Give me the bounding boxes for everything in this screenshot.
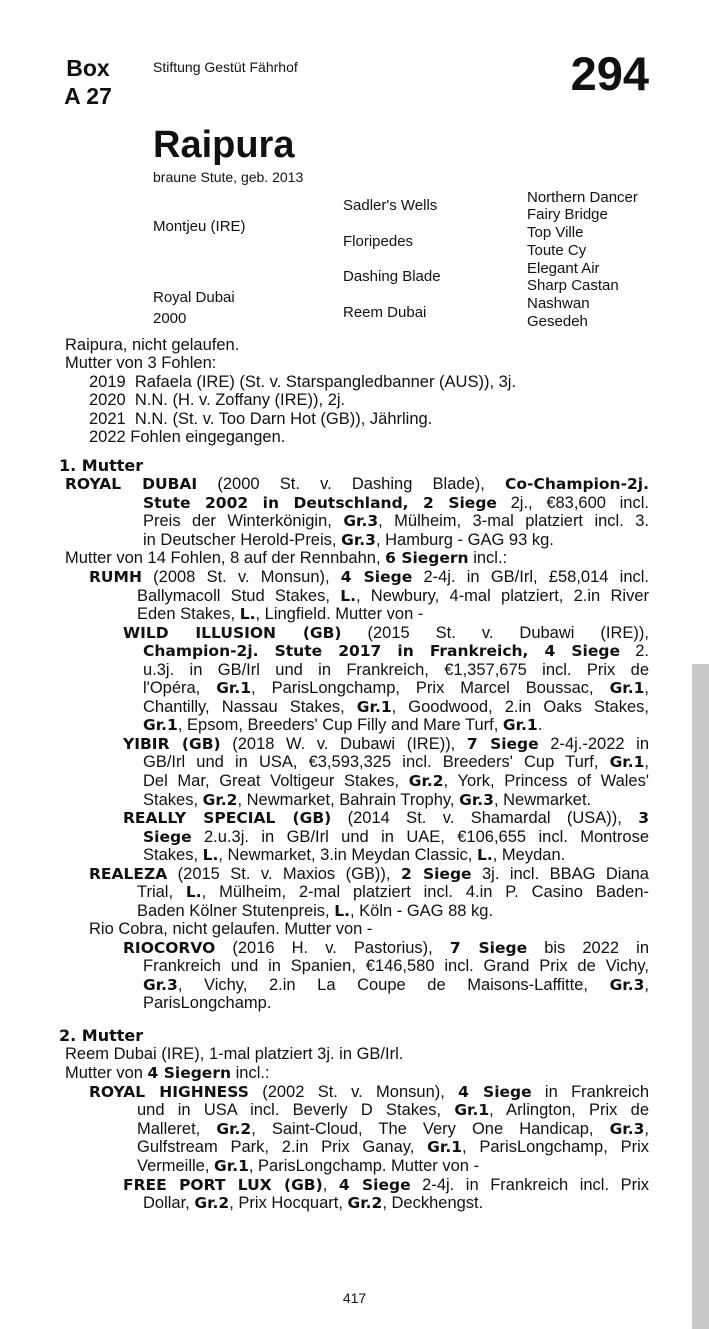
produce-line: ROYAL HIGHNESS (2002 St. v. Monsun), 4 Siege in Frankreich bbox=[89, 1083, 650, 1101]
pedigree-gen2: Sadler's Wells bbox=[343, 197, 438, 214]
pedigree-gen3: Toute Cy bbox=[527, 242, 587, 259]
produce-line: REALLY SPECIAL (GB) (2014 St. v. Shamardal (USA)), 3 bbox=[123, 809, 649, 827]
produce-summary: Mutter von 14 Fohlen, 8 auf der Rennbahn, 6 Siegern incl.: bbox=[65, 549, 508, 567]
produce-line: u.3j. in GB/Irl und in Frankreich, €1,357,675 incl. Prix de bbox=[143, 661, 649, 679]
produce-line: GB/Irl und in USA, €3,593,325 incl. Breeders' Cup Turf, Gr.1, bbox=[143, 753, 649, 771]
produce-line: Malleret, Gr.2, Saint-Cloud, The Very One Handicap, Gr.3, bbox=[137, 1120, 650, 1138]
foal-line: 2019 Rafaela (IRE) (St. v. Starspangledbanner (AUS)), 3j. bbox=[89, 373, 517, 391]
produce-line: FREE PORT LUX (GB), 4 Siege 2-4j. in Frankreich incl. Prix bbox=[123, 1176, 650, 1194]
foal-line: 2020 N.N. (H. v. Zoffany (IRE)), 2j. bbox=[89, 391, 346, 409]
foal-line: 2021 N.N. (St. v. Too Darn Hot (GB)), Jährling. bbox=[89, 410, 433, 428]
pedigree-gen3: Nashwan bbox=[527, 295, 590, 312]
produce-line: Vermeille, Gr.1, ParisLongchamp. Mutter von - bbox=[137, 1157, 480, 1175]
pedigree-gen2: Reem Dubai bbox=[343, 304, 427, 321]
produce-line: Eden Stakes, L., Lingfield. Mutter von - bbox=[137, 605, 424, 623]
second-dam-line: Mutter von 4 Siegern incl.: bbox=[65, 1064, 270, 1082]
breeder: Stiftung Gestüt Fährhof bbox=[153, 59, 298, 75]
pedigree-gen3: Elegant Air bbox=[527, 260, 600, 277]
produce-line: Baden Kölner Stutenpreis, L., Köln - GAG 88 kg. bbox=[137, 902, 494, 920]
produce-line: RIOCORVO (2016 H. v. Pastorius), 7 Siege bis 2022 in bbox=[123, 939, 649, 957]
dam-line: Preis der Winterkönigin, Gr.3, Mülheim, 3-mal platziert incl. 3. bbox=[143, 512, 649, 530]
dam-line: ROYAL DUBAI (2000 St. v. Dashing Blade), Co-Champion-2j. bbox=[65, 475, 649, 493]
pedigree-gen3: Northern Dancer bbox=[527, 189, 638, 206]
pedigree-dam: Royal Dubai bbox=[153, 289, 235, 306]
pedigree-gen3: Top Ville bbox=[527, 224, 584, 241]
first-dam-heading: 1. Mutter bbox=[59, 456, 144, 475]
lot-number: 294 bbox=[570, 47, 649, 100]
box-label bbox=[62, 54, 114, 110]
produce-line: l'Opéra, Gr.1, ParisLongchamp, Prix Marcel Boussac, Gr.1, bbox=[143, 679, 649, 697]
box-number: A 27 bbox=[64, 83, 112, 109]
produce-line: Siege 2.u.3j. in GB/Irl und in UAE, €106,655 incl. Montrose bbox=[143, 828, 649, 846]
produce-line: YIBIR (GB) (2018 W. v. Dubawi (IRE)), 7 Siege 2-4j.-2022 in bbox=[123, 735, 650, 753]
pedigree-sire: Montjeu (IRE) bbox=[153, 218, 246, 235]
intro-line: Mutter von 3 Fohlen: bbox=[65, 354, 217, 372]
produce-line: Stakes, Gr.2, Newmarket, Bahrain Trophy, Gr.3, Newmarket. bbox=[143, 791, 592, 809]
produce-line: Trial, L., Mülheim, 2-mal platziert incl. 4.in P. Casino Baden- bbox=[137, 883, 649, 901]
produce-line: Gr.1, Epsom, Breeders' Cup Filly and Mare Turf, Gr.1. bbox=[143, 716, 543, 734]
produce-line: REALEZA (2015 St. v. Maxios (GB)), 2 Siege 3j. incl. BBAG Diana bbox=[89, 865, 649, 883]
produce-line: und in USA incl. Beverly D Stakes, Gr.1, Arlington, Prix de bbox=[137, 1101, 649, 1119]
produce-line: Ballymacoll Stud Stakes, L., Newbury, 4-mal platziert, 2.in River bbox=[137, 587, 649, 605]
intro-line: Raipura, nicht gelaufen. bbox=[65, 336, 240, 354]
produce-line: Dollar, Gr.2, Prix Hocquart, Gr.2, Deckhengst. bbox=[143, 1194, 484, 1212]
horse-description: braune Stute, geb. 2013 bbox=[153, 169, 304, 185]
produce-line: Chantilly, Nassau Stakes, Gr.1, Goodwood, 2.in Oaks Stakes, bbox=[143, 698, 649, 716]
produce-line: WILD ILLUSION (GB) (2015 St. v. Dubawi (IRE)), bbox=[123, 624, 649, 642]
produce-line: Del Mar, Great Voltigeur Stakes, Gr.2, York, Princess of Wales' bbox=[143, 772, 649, 790]
produce-line: Champion-2j. Stute 2017 in Frankreich, 4 Siege 2. bbox=[143, 642, 649, 660]
dam-name: ROYAL DUBAI bbox=[65, 475, 198, 493]
produce-line: Gr.3, Vichy, 2.in La Coupe de Maisons-Laffitte, Gr.3, bbox=[143, 976, 649, 994]
produce-line: Frankreich und in Spanien, €146,580 incl. Grand Prix de Vichy, bbox=[143, 957, 649, 975]
foal-line: 2022 Fohlen eingegangen. bbox=[89, 428, 286, 446]
produce-line: Rio Cobra, nicht gelaufen. Mutter von - bbox=[89, 920, 373, 938]
produce-line: Gulfstream Park, 2.in Prix Ganay, Gr.1, ParisLongchamp, Prix bbox=[137, 1138, 649, 1156]
second-dam-line: Reem Dubai (IRE), 1-mal platziert 3j. in GB/Irl. bbox=[65, 1045, 404, 1063]
produce-line: Stakes, L., Newmarket, 3.in Meydan Classic, L., Meydan. bbox=[143, 846, 566, 864]
second-dam-heading: 2. Mutter bbox=[59, 1026, 144, 1045]
horse-name: Raipura bbox=[153, 124, 295, 166]
produce-line: ParisLongchamp. bbox=[143, 994, 272, 1012]
dam-line: in Deutscher Herold-Preis, Gr.3, Hamburg - GAG 93 kg. bbox=[143, 531, 554, 549]
page-number: 417 bbox=[342, 1290, 367, 1306]
box-word: Box bbox=[66, 55, 110, 81]
pedigree-gen2: Dashing Blade bbox=[343, 268, 441, 285]
pedigree-gen3: Sharp Castan bbox=[527, 277, 619, 294]
pedigree-dam-year: 2000 bbox=[153, 310, 187, 327]
pedigree-gen3: Gesedeh bbox=[527, 313, 588, 330]
pedigree-gen3: Fairy Bridge bbox=[527, 206, 608, 223]
dam-line: Stute 2002 in Deutschland, 2 Siege 2j., €83,600 incl. bbox=[143, 494, 649, 512]
side-tab-bar bbox=[692, 664, 709, 1329]
pedigree-gen2: Floripedes bbox=[343, 233, 414, 250]
produce-line: RUMH (2008 St. v. Monsun), 4 Siege 2-4j. in GB/Irl, £58,014 incl. bbox=[89, 568, 649, 586]
